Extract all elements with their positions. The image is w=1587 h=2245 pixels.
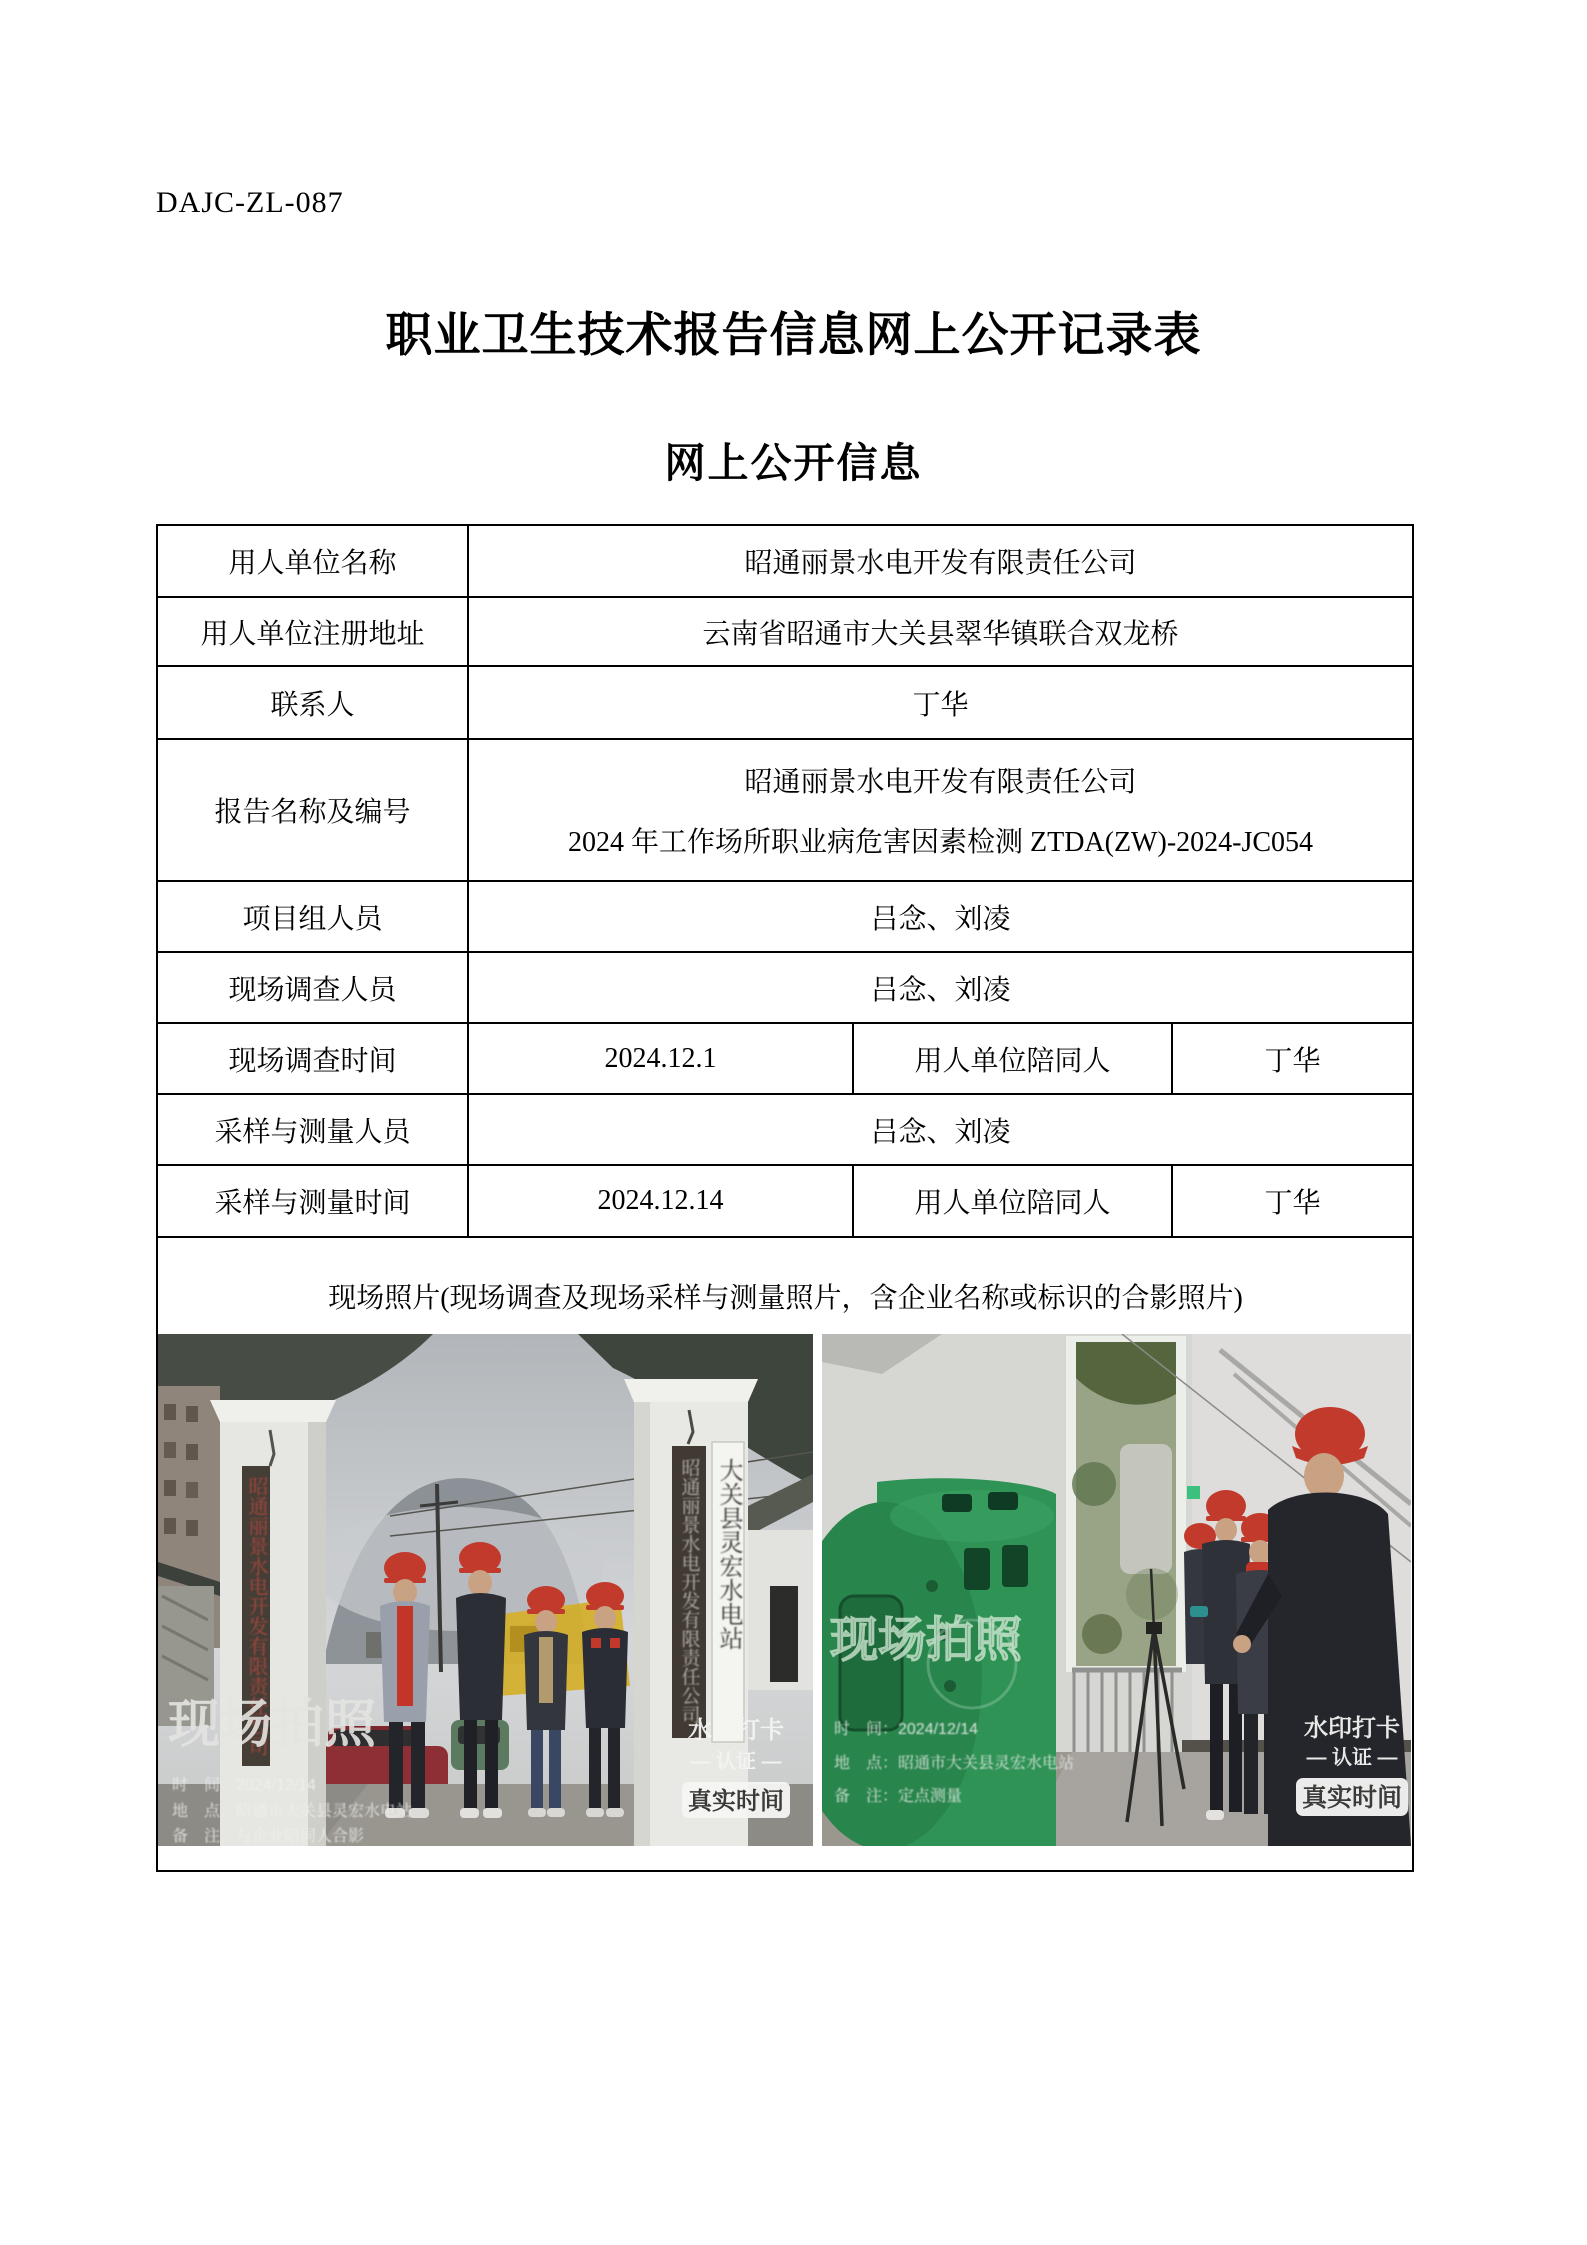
watermark-title: 现场拍照 [168,1696,377,1754]
survey-staff-value: 吕念、刘凌 [468,952,1413,1023]
table-row [157,952,1413,1023]
sampling-staff-value: 吕念、刘凌 [468,1094,1413,1165]
table-row [157,1094,1413,1165]
survey-accompany-label: 用人单位陪同人 [853,1023,1172,1094]
stamp-line2: — 认证 — [1306,1747,1398,1769]
report-label: 报告名称及编号 [157,739,468,881]
employer-name-label: 用人单位名称 [157,525,468,597]
gate-sign-right-dark: 昭通丽景水电开发有限责任公司 [678,1458,700,1724]
table-row [157,1237,1413,1871]
watermark-note: 备 注：与企业陪同人合影 [172,1828,365,1845]
sampling-staff-label: 采样与测量人员 [157,1094,468,1165]
exit-sign [1187,1486,1200,1499]
table-row [157,739,1413,881]
site-photo-gate [158,1334,813,1846]
gate-sign-right-white: 大关县灵宏水电站 [715,1458,741,1650]
watermark-time: 时 间：2024/12/14 [834,1721,979,1738]
stamp-line1: 水印打卡 [688,1717,784,1744]
table-row [157,666,1413,739]
photos-caption: 现场照片(现场调查及现场采样与测量照片，含企业名称或标识的合影照片) [328,1283,1243,1314]
photos-container [158,1334,1412,1846]
contact-value: 丁华 [468,666,1413,739]
table-row [157,597,1413,666]
report-line1: 昭通丽景水电开发有限责任公司 [744,767,1137,798]
survey-time-label: 现场调查时间 [157,1023,468,1094]
survey-staff-label: 现场调查人员 [157,952,468,1023]
table-row [157,881,1413,952]
stamp-badge: 真实时间 [688,1788,784,1815]
sampling-accompany-label: 用人单位陪同人 [853,1165,1172,1237]
table-row [157,1023,1413,1094]
doorway [1066,1336,1186,1672]
watermark-time: 时 间：2024/12/14 [172,1777,317,1794]
sampling-accompany-value: 丁华 [1172,1165,1413,1237]
project-team-label: 项目组人员 [157,881,468,952]
report-value [468,739,1413,881]
page-subtitle: 网上公开信息 [664,440,923,486]
background-building [158,1386,220,1726]
stamp-left-photo [682,1717,790,1818]
survey-accompany-value: 丁华 [1172,1023,1413,1094]
watermark-place: 地 点：昭通市大关县灵宏水电站 [172,1803,413,1820]
site-photo-turbine [822,1334,1411,1846]
table-row [157,525,1413,597]
survey-time-value: 2024.12.1 [468,1023,853,1094]
watermark-note: 备 注：定点测量 [834,1788,963,1805]
record-table [156,524,1414,1872]
employer-address-value: 云南省昭通市大关县翠华镇联合双龙桥 [468,597,1413,666]
employer-name-value: 昭通丽景水电开发有限责任公司 [468,525,1413,597]
gate-pillar-right [624,1379,758,1846]
doc-code: DAJC-ZL-087 [156,186,344,219]
employer-address-label: 用人单位注册地址 [157,597,468,666]
watermark-title: 现场拍照 [830,1614,1023,1667]
sampling-time-label: 采样与测量时间 [157,1165,468,1237]
stamp-badge: 真实时间 [1301,1784,1403,1812]
project-team-value: 吕念、刘凌 [468,881,1413,952]
gate-sign-left-dark: 昭通丽景水电开发有限责任公司 [245,1476,267,1756]
sampling-time-value: 2024.12.14 [468,1165,853,1237]
table-row [157,1165,1413,1237]
turbine-photo-illustration [822,1334,1411,1846]
green-car [451,1720,509,1770]
report-line2: 2024 年工作场所职业病危害因素检测 ZTDA(ZW)-2024-JC054 [567,827,1314,858]
page-title: 职业卫生技术报告信息网上公开记录表 [385,310,1202,362]
contact-label: 联系人 [157,666,468,739]
stamp-line2: — 认证 — [690,1751,782,1773]
photos-cell [157,1237,1413,1871]
watermark-place: 地 点：昭通市大关县灵宏水电站 [834,1755,1075,1772]
stamp-right-photo [1296,1715,1408,1816]
gate-photo-illustration [158,1334,813,1846]
stamp-line1: 水印打卡 [1304,1715,1400,1742]
